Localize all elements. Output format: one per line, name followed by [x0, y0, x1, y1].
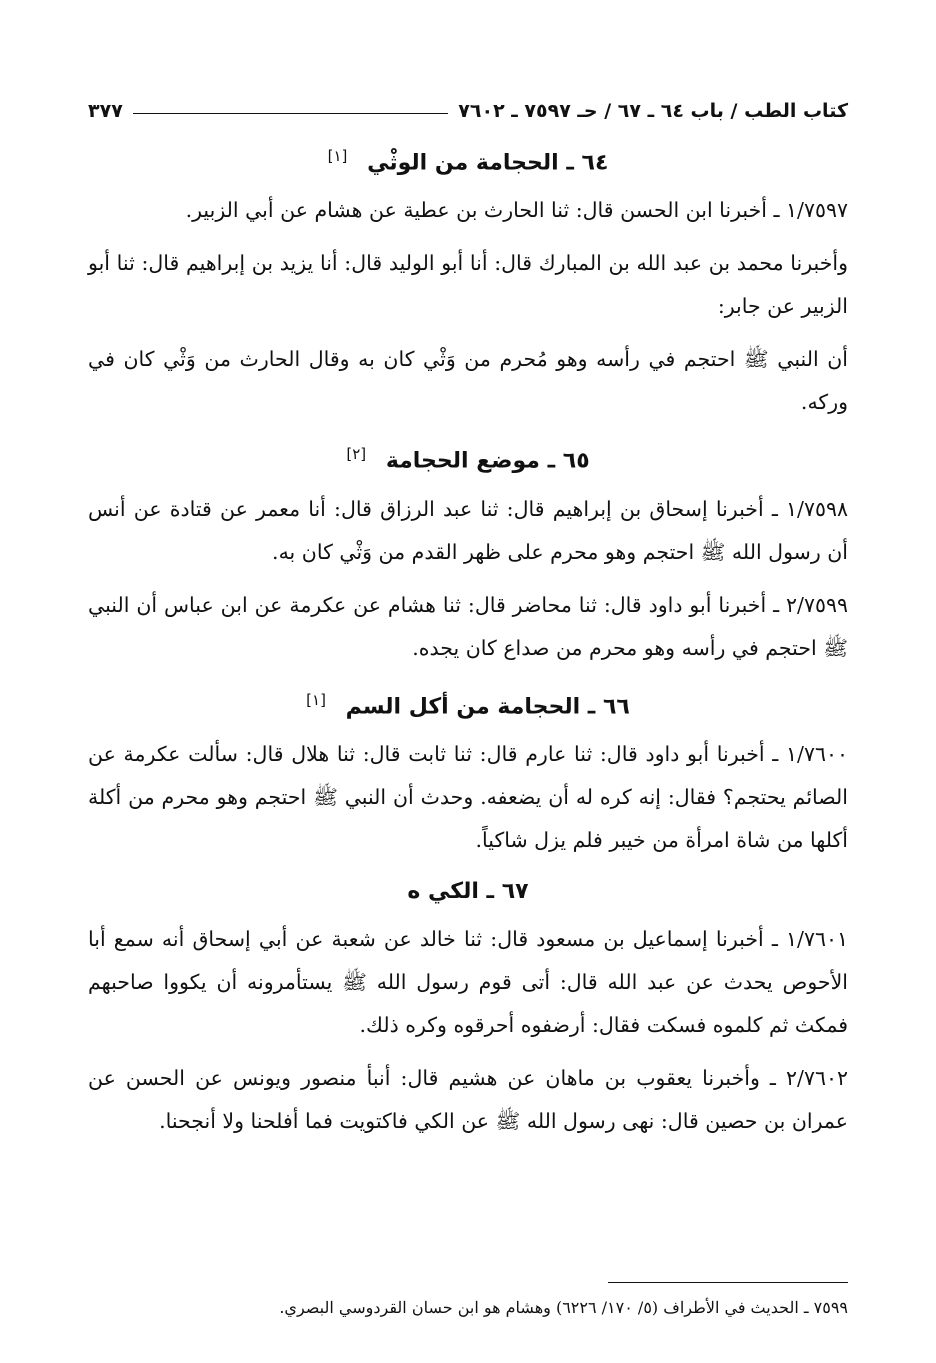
- footnote-ref: [١]: [306, 690, 326, 709]
- hadith-paragraph: ١/٧٥٩٨ ـ أخبرنا إسحاق بن إبراهيم قال: ثنا عبد الرزاق قال: أنا معمر عن قتادة عن أنس أن رسول الله ﷺ احتجم وهو محرم على ظهر القدم من وَثْي كان به.: [88, 496, 848, 564]
- hadith-paragraph: أن النبي ﷺ احتجم في رأسه وهو مُحرم من وَثْي كان به وقال الحارث من وَثْي كان في وركه.: [88, 347, 848, 415]
- header-rule: [133, 113, 449, 114]
- section-title: ٦٥ ـ موضع الحجامة: [385, 448, 590, 474]
- footnote-ref: [٢]: [346, 445, 367, 464]
- footnote-ref: [١]: [327, 147, 348, 165]
- section-heading: [88, 434, 848, 481]
- hadith-paragraph: ٢/٧٦٠٢ ـ وأخبرنا يعقوب بن ماهان عن هشيم قال: أنبأ منصور ويونس عن الحسن عن عمران بن حصين قال: نهى رسول الله ﷺ عن الكي فاكتويت فما أفلحنا ولا أنجحنا.: [88, 1065, 848, 1133]
- section-title: ٦٤ ـ الحجامة من الوثْي: [367, 150, 609, 176]
- section-title: ٦٧ ـ الكي ه: [407, 878, 529, 904]
- hadith-paragraph: ١/٧٦٠٠ ـ أخبرنا أبو داود قال: ثنا عارم قال: ثنا ثابت قال: ثنا هلال قال: سألت عكرمة عن الصائم يحتجم؟ فقال: إنه كره له أن يضعفه. وحدث أن النبي ﷺ احتجم وهو محرم من أكلة أكلها من شاة امرأة من خيبر فلم يزل شاكياً.: [88, 741, 848, 852]
- hadith-paragraph: ١/٧٦٠١ ـ أخبرنا إسماعيل بن مسعود قال: ثنا خالد عن شعبة عن أبي إسحاق أنه سمع أبا الأحوص يحدث عن عبد الله قال: أتى قوم رسول الله ﷺ يستأمرونه أن يكووا صاحبهم فمكث ثم كلموه فسكت فقال: أرضفوه أحرقوه وكره ذلك.: [88, 926, 848, 1037]
- section-heading: [88, 872, 848, 912]
- hadith-paragraph: وأخبرنا محمد بن عبد الله بن المبارك قال: أنا أبو الوليد قال: أنا يزيد بن إبراهيم قال: ثنا أبو الزبير عن جابر:: [88, 251, 848, 319]
- section-heading: [88, 680, 848, 727]
- running-header: [88, 88, 848, 122]
- hadith-paragraph: ٢/٧٥٩٩ ـ أخبرنا أبو داود قال: ثنا محاضر قال: ثنا هشام عن عكرمة عن ابن عباس أن النبي ﷺ احتجم في رأسه وهو محرم من صداع كان يجده.: [88, 592, 848, 660]
- header-title: كتاب الطب / باب ٦٤ ـ ٦٧ / حـ ٧٥٩٧ ـ ٧٦٠٢: [458, 100, 848, 122]
- section-title: ٦٦ ـ الحجامة من أكل السم: [345, 693, 630, 719]
- hadith-paragraph: ١/٧٥٩٧ ـ أخبرنا ابن الحسن قال: ثنا الحارث بن عطية عن هشام عن أبي الزبير.: [185, 198, 848, 223]
- page-number: ٣٧٧: [88, 100, 123, 122]
- footnote-rule: [608, 1282, 848, 1283]
- page-content: [88, 136, 848, 1153]
- section-heading: [88, 136, 848, 183]
- footnote: ٧٥٩٩ ـ الحديث في الأطراف (٥/ ١٧٠/ ٦٢٢٦) وهشام هو ابن حسان القردوسي البصري.: [279, 1298, 848, 1317]
